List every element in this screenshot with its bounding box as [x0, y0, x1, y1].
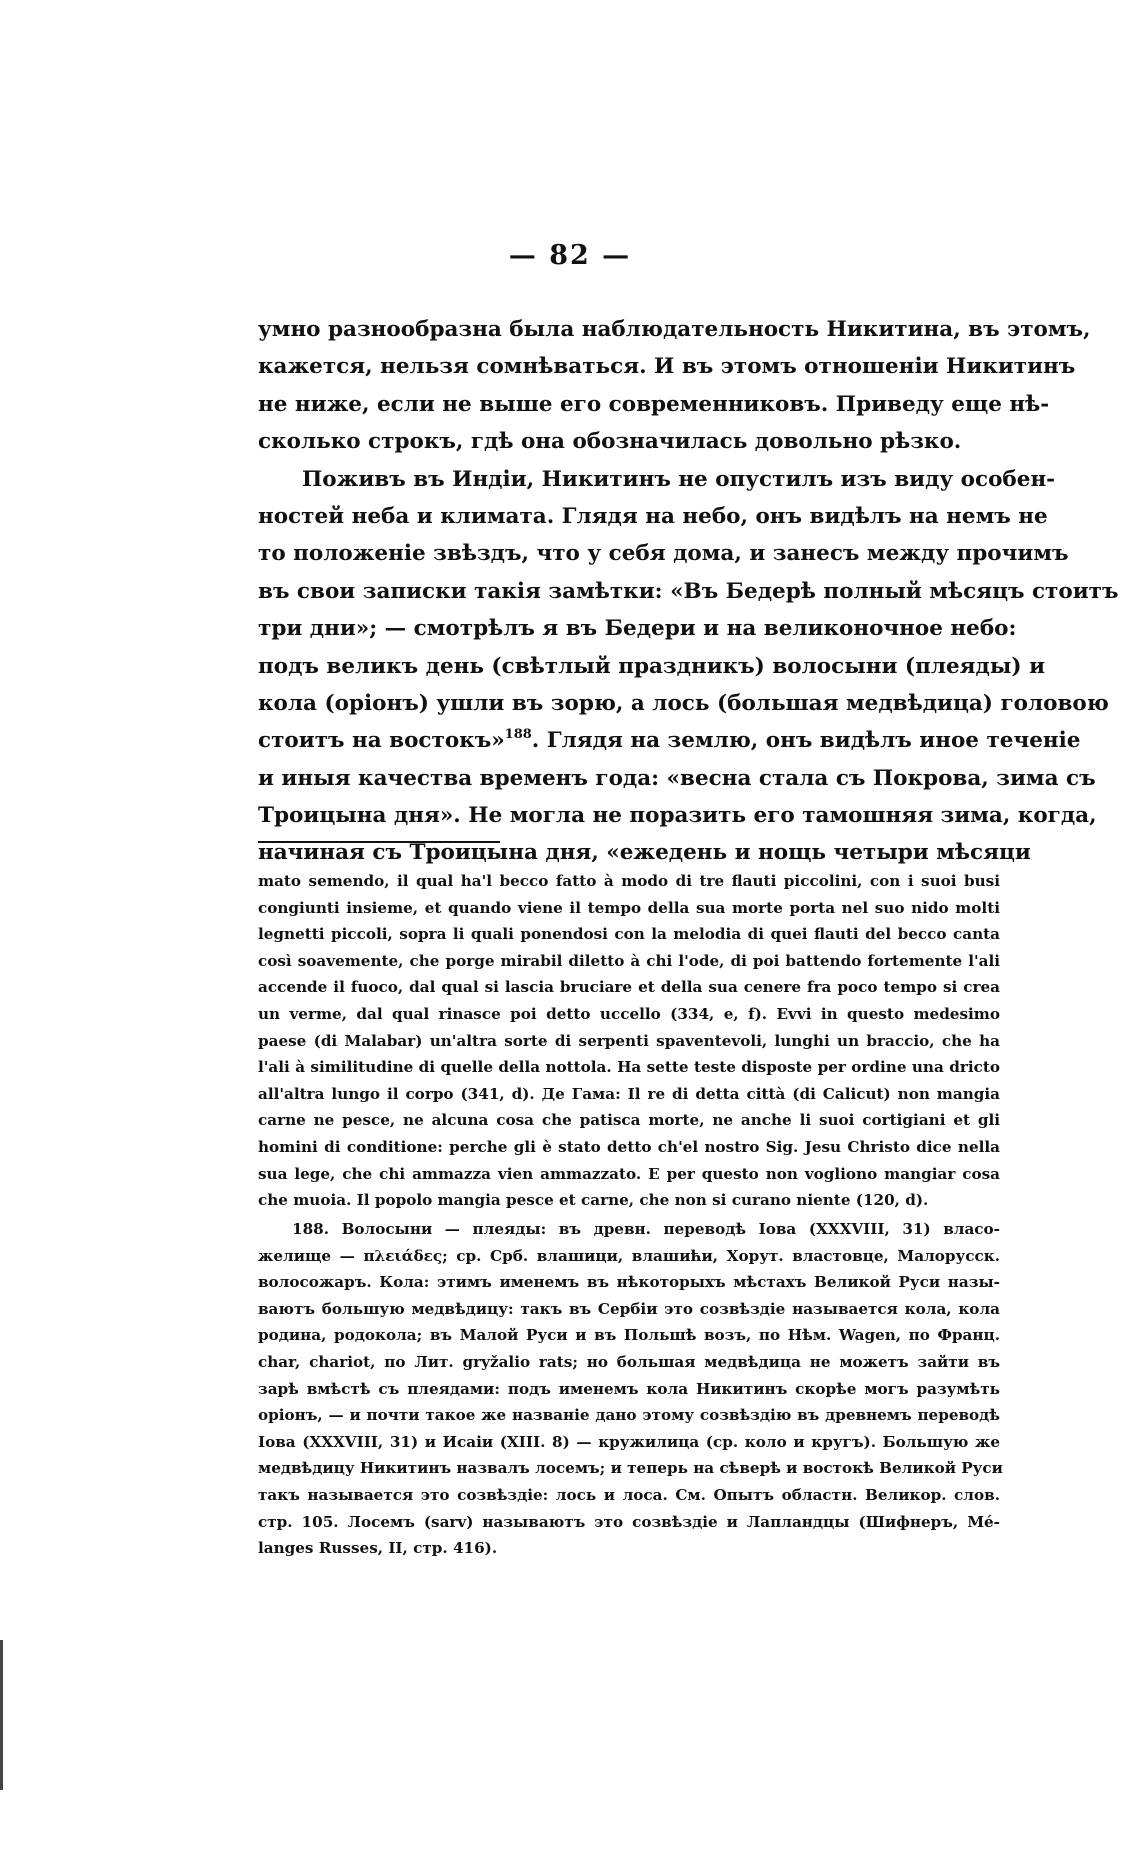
footnote-line: un verme, dal qual rinasce poi detto uccello (334, e, f). Evvi in questo medesimo	[258, 1004, 1000, 1023]
footnote-ref-188: 188	[504, 727, 532, 743]
text-line: въ свои записки такія замѣтки: «Въ Бедерѣ полный мѣсяцъ стоитъ	[258, 578, 1119, 604]
footnote-line: желище — πλειάδες; ср. Срб. влашици, влашићи, Хорут. властовце, Малорусск.	[258, 1246, 1000, 1265]
text-line: умно разнообразна была наблюдательность Никитина, въ этомъ,	[258, 317, 1091, 342]
footnote-line: ваютъ большую медвѣдицу: такъ въ Сербіи это созвѣздіе называется кола, кола	[258, 1299, 1000, 1318]
footnote-line: волосожаръ. Кола: этимъ именемъ въ нѣкоторыхъ мѣстахъ Великой Руси назы-	[258, 1273, 1000, 1292]
footnote-line: homini di conditione: perche gli è stato detto ch'el nostro Sig. Jesu Christo dice nella	[258, 1137, 1000, 1156]
footnote-line: медвѣдицу Никитинъ назвалъ лосемъ; и теперь на сѣверѣ и востокѣ Великой Руси	[258, 1459, 1003, 1478]
footnote-line: зарѣ вмѣстѣ съ плеядами: подъ именемъ кола Никитинъ скорѣе могъ разумѣть	[258, 1379, 1000, 1398]
main-text	[258, 311, 1119, 872]
page-number: — 82 —	[508, 240, 632, 271]
footnote-line: congiunti insieme, et quando viene il tempo della sua morte porta nel suo nido molti	[258, 898, 1000, 917]
text-line: Поживъ въ Индіи, Никитинъ не опустилъ изъ виду особен-	[302, 466, 1056, 492]
text-line: три дни»; — смотрѣлъ я въ Бедери и на великоночное небо:	[258, 616, 1017, 642]
footnote-line: paese (di Malabar) un'altra sorte di serpenti spaventevoli, lunghi un braccio, che ha	[258, 1031, 1000, 1050]
footnote-line: che muoia. Il popolo mangia pesce et carne, che non si curano niente (120, d).	[258, 1191, 929, 1210]
text-line: ностей неба и климата. Глядя на небо, онъ видѣлъ на немъ не	[258, 503, 1048, 529]
text-line: и иныя качества временъ года: «весна стала съ Покрова, зима съ	[258, 765, 1096, 791]
scan-edge-mark	[0, 1640, 3, 1790]
text-line: кола (оріонъ) ушли въ зорю, а лось (большая медвѣдица) головою	[258, 690, 1109, 716]
footnote-line: carne ne pesce, ne alcuna cosa che patisca morte, ne anche li suoi cortigiani et gli	[258, 1111, 1000, 1130]
footnote-line: langes Russes, II, стр. 416).	[258, 1539, 498, 1558]
text-fragment: стоитъ на востокъ»	[258, 728, 505, 754]
footnote-line: l'ali à similitudine di quelle della nottola. Ha sette teste disposte per ordine una dricto	[258, 1058, 1000, 1077]
footnote-line: родина, родокола; въ Малой Руси и въ Польшѣ возъ, по Нѣм. Wagen, по Франц.	[258, 1326, 1000, 1345]
footnote-line: sua lege, che chi ammazza vien ammazzato. E per questo non vogliono mangiar cosa	[258, 1164, 1000, 1183]
text-line: сколько строкъ, гдѣ она обозначилась довольно рѣзко.	[258, 429, 962, 455]
footnote-188	[258, 1216, 1003, 1562]
footnote-italian-quote	[258, 868, 1000, 1214]
text-fragment: . Глядя на землю, онъ видѣлъ иное теченіе	[531, 728, 1081, 754]
footnote-line: char, chariot, по Лит. gryžalio rats; но большая медвѣдица не можетъ зайти въ	[258, 1352, 1000, 1371]
text-line: подъ великъ день (свѣтлый праздникъ) волосыни (плеяды) и	[258, 653, 1046, 679]
footnote-line: 188. Волосыни — плеяды: въ древн. переводѣ Іова (XXXVIII, 31) власо-	[292, 1220, 1000, 1238]
text-line: кажется, нельзя сомнѣваться. И въ этомъ отношеніи Никитинъ	[258, 354, 1076, 380]
text-line: Троицына дня». Не могла не поразить его тамошняя зима, когда,	[258, 803, 1097, 829]
footnote-line: стр. 105. Лосемъ (sarv) называютъ это созвѣздіе и Лапландцы (Шифнеръ, Mé-	[258, 1512, 1000, 1531]
footnote-line: accende il fuoco, dal qual si lascia bruciare et della sua cenere fra poco tempo si crea	[258, 978, 1000, 997]
footnote-line: all'altra lungo il corpo (341, d). Де Гама: Il re di detta città (di Calicut) non mangia	[258, 1084, 1000, 1103]
footnote-line: Іова (XXXVIII, 31) и Исаіи (XIII. 8) — кружилица (ср. коло и кругъ). Большую же	[258, 1432, 1000, 1451]
text-line: начиная съ Троицына дня, «ежедень и нощь четыри мѣсяци	[258, 840, 1031, 866]
footnote-line: mato semendo, il qual ha'l becco fatto à modo di tre flauti piccolini, con i suoi busi	[258, 872, 1000, 890]
text-line: то положеніе звѣздъ, что у себя дома, и занесъ между прочимъ	[258, 541, 1069, 567]
text-line: не ниже, если не выше его современниковъ. Приведу еще нѣ-	[258, 391, 1050, 417]
footnote-separator-rule	[258, 841, 500, 843]
text-line-with-footnote-ref	[258, 722, 1081, 759]
footnote-line: legnetti piccoli, sopra li quali ponendosi con la melodia di quei flauti del becco canta	[258, 925, 1000, 944]
footnote-line: такъ называется это созвѣздіе: лось и лоса. См. Опытъ областн. Великор. слов.	[258, 1485, 1000, 1504]
footnote-line: оріонъ, — и почти такое же названіе дано этому созвѣздію въ древнемъ переводѣ	[258, 1406, 1000, 1425]
footnote-line: così soavemente, che porge mirabil diletto à chi l'ode, di poi battendo fortemente l'ali	[258, 951, 1000, 970]
